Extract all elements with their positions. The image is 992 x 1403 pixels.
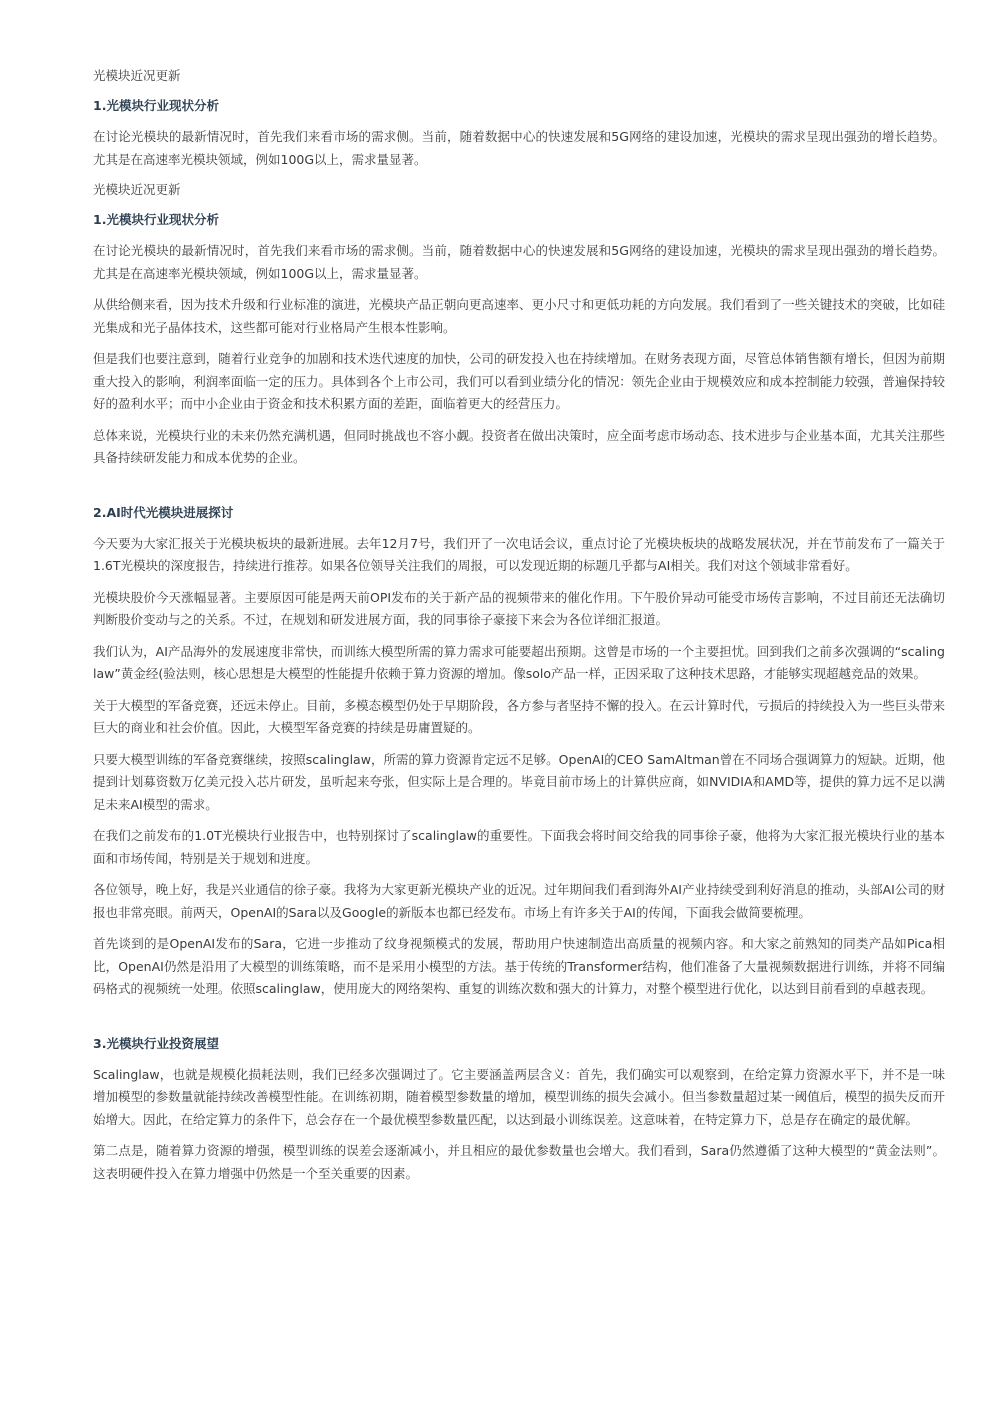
paragraph: 只要大模型训练的军备竞赛继续，按照scalinglaw，所需的算力资源肯定远不足够。OpenAI的CEO SamAltman曾在不同场合强调算力的短缺。近期，他提到计划募资数万亿美元投入芯片研发，虽听起来夸张，但实际上是合理的。毕竟目前市场上的计算供应商，如NVIDIA和AMD等，提供的算力远不足以满足未来AI模型的需求。 [93, 751, 945, 812]
paragraph: 从供给侧来看，因为技术升级和行业标准的演进，光模块产品正朝向更高速率、更小尺寸和更低功耗的方向发展。我们看到了一些关键技术的突破，比如硅光集成和光子晶体技术，这些都可能对行业格局产生根本性影响。 [93, 297, 945, 335]
section-spacer [93, 479, 945, 503]
section-heading: 3.光模块行业投资展望 [93, 1035, 219, 1051]
paragraph: 光模块股价今天涨幅显著。主要原因可能是两天前OPI发布的关于新产品的视频带来的催化作用。下午股价异动可能受市场传言影响，不过目前还无法确切判断股价变动与之的关系。不过，在规划和研发进展方面，我的同事徐子豪接下来会为各位详细汇报道。 [93, 589, 945, 627]
paragraph: 各位领导，晚上好，我是兴业通信的徐子豪。我将为大家更新光模块产业的近况。过年期间我们看到海外AI产业持续受到利好消息的推动，头部AI公司的财报也非常亮眼。前两天，OpenAI的Sara以及Google的新版本也都已经发布。市场上有许多关于AI的传闻，下面我会做简要梳理。 [93, 882, 945, 920]
doc-title: 光模块近况更新 [93, 68, 181, 83]
document-page [93, 66, 945, 1194]
doc-title: 光模块近况更新 [93, 182, 181, 197]
paragraph: 今天要为大家汇报关于光模块板块的最新进展。去年12月7号，我们开了一次电话会议，重点讨论了光模块板块的战略发展状况，并在节前发布了一篇关于1.6T光模块的深度报告，持续进行推荐。如果各位领导关注我们的周报，可以发现近期的标题几乎都与AI相关。我们对这个领域非常看好。 [93, 535, 945, 573]
paragraph: 首先谈到的是OpenAI发布的Sara，它进一步推动了纹身视频模式的发展，帮助用户快速制造出高质量的视频内容。和大家之前熟知的同类产品如Pica相比，OpenAI仍然是沿用了大模型的训练策略，而不是采用小模型的方法。基于传统的Transformer结构，他们准备了大量视频数据进行训练，并将不同编码格式的视频统一处理。依照scalinglaw，使用庞大的网络架构、重复的训练次数和强大的计算力，对整个模型进行优化，以达到目前看到的卓越表现。 [93, 936, 945, 996]
paragraph: 在我们之前发布的1.0T光模块行业报告中，也特别探讨了scalinglaw的重要性。下面我会将时间交给我的同事徐子豪，他将为大家汇报光模块行业的基本面和市场传闻，特别是关于规划和进度。 [93, 828, 945, 866]
paragraph: 第二点是，随着算力资源的增强，模型训练的误差会逐渐减小，并且相应的最优参数量也会增大。我们看到，Sara仍然遵循了这种大模型的“黄金法则”。这表明硬件投入在算力增强中仍然是一个至关重要的因素。 [93, 1143, 945, 1181]
paragraph: 我们认为，AI产品海外的发展速度非常快，而训练大模型所需的算力需求可能要超出预期。这曾是市场的一个主要担忧。回到我们之前多次强调的“scalinglaw”黄金经(验法则，核心思想是大模型的性能提升依赖于算力资源的增加。像solo产品一样，正因采取了这种技术思路，才能够实现超越竞品的效果。 [93, 643, 945, 681]
section-heading: 1.光模块行业现状分析 [93, 212, 219, 227]
paragraph: 关于大模型的军备竞赛，还远未停止。目前，多模态模型仍处于早期阶段，各方参与者坚持不懈的投入。在云计算时代，亏损后的持续投入为一些巨头带来巨大的商业和社会价值。因此，大模型军备竞赛的持续是毋庸置疑的。 [93, 697, 945, 735]
section-heading: 1.光模块行业现状分析 [93, 98, 219, 113]
section-heading: 2.AI时代光模块进展探讨 [93, 504, 234, 520]
paragraph: 在讨论光模块的最新情况时，首先我们来看市场的需求侧。当前，随着数据中心的快速发展和5G网络的建设加速，光模块的需求呈现出强劲的增长趋势。尤其是在高速率光模块领域，例如100G以上，需求量显著。 [93, 129, 945, 167]
paragraph: 总体来说，光模块行业的未来仍然充满机遇，但同时挑战也不容小觑。投资者在做出决策时，应全面考虑市场动态、技术进步与企业基本面，尤其关注那些具备持续研发能力和成本优势的企业。 [93, 427, 945, 465]
paragraph: Scalinglaw，也就是规模化损耗法则，我们已经多次强调过了。它主要涵盖两层含义：首先，我们确实可以观察到，在给定算力资源水平下，并不是一味增加模型的参数量就能持续改善模型性能。在训练初期，随着模型参数量的增加，模型训练的损失会减小。但当参数量超过某一阈值后，模型的损失反而开始增大。因此，在给定算力的条件下，总会存在一个最优模型参数量匹配，以达到最小训练误差。这意味着，在特定算力下，总是存在确定的最优解。 [93, 1066, 945, 1127]
paragraph: 在讨论光模块的最新情况时，首先我们来看市场的需求侧。当前，随着数据中心的快速发展和5G网络的建设加速，光模块的需求呈现出强劲的增长趋势。尤其是在高速率光模块领域，例如100G以上，需求量显著。 [93, 243, 945, 281]
section-spacer [93, 1010, 945, 1034]
paragraph: 但是我们也要注意到，随着行业竞争的加剧和技术迭代速度的加快，公司的研发投入也在持续增加。在财务表现方面，尽管总体销售额有增长，但因为前期重大投入的影响，利润率面临一定的压力。具体到各个上市公司，我们可以看到业绩分化的情况：领先企业由于规模效应和成本控制能力较强，普遍保持较好的盈利水平；而中小企业由于资金和技术积累方面的差距，面临着更大的经营压力。 [93, 351, 945, 411]
